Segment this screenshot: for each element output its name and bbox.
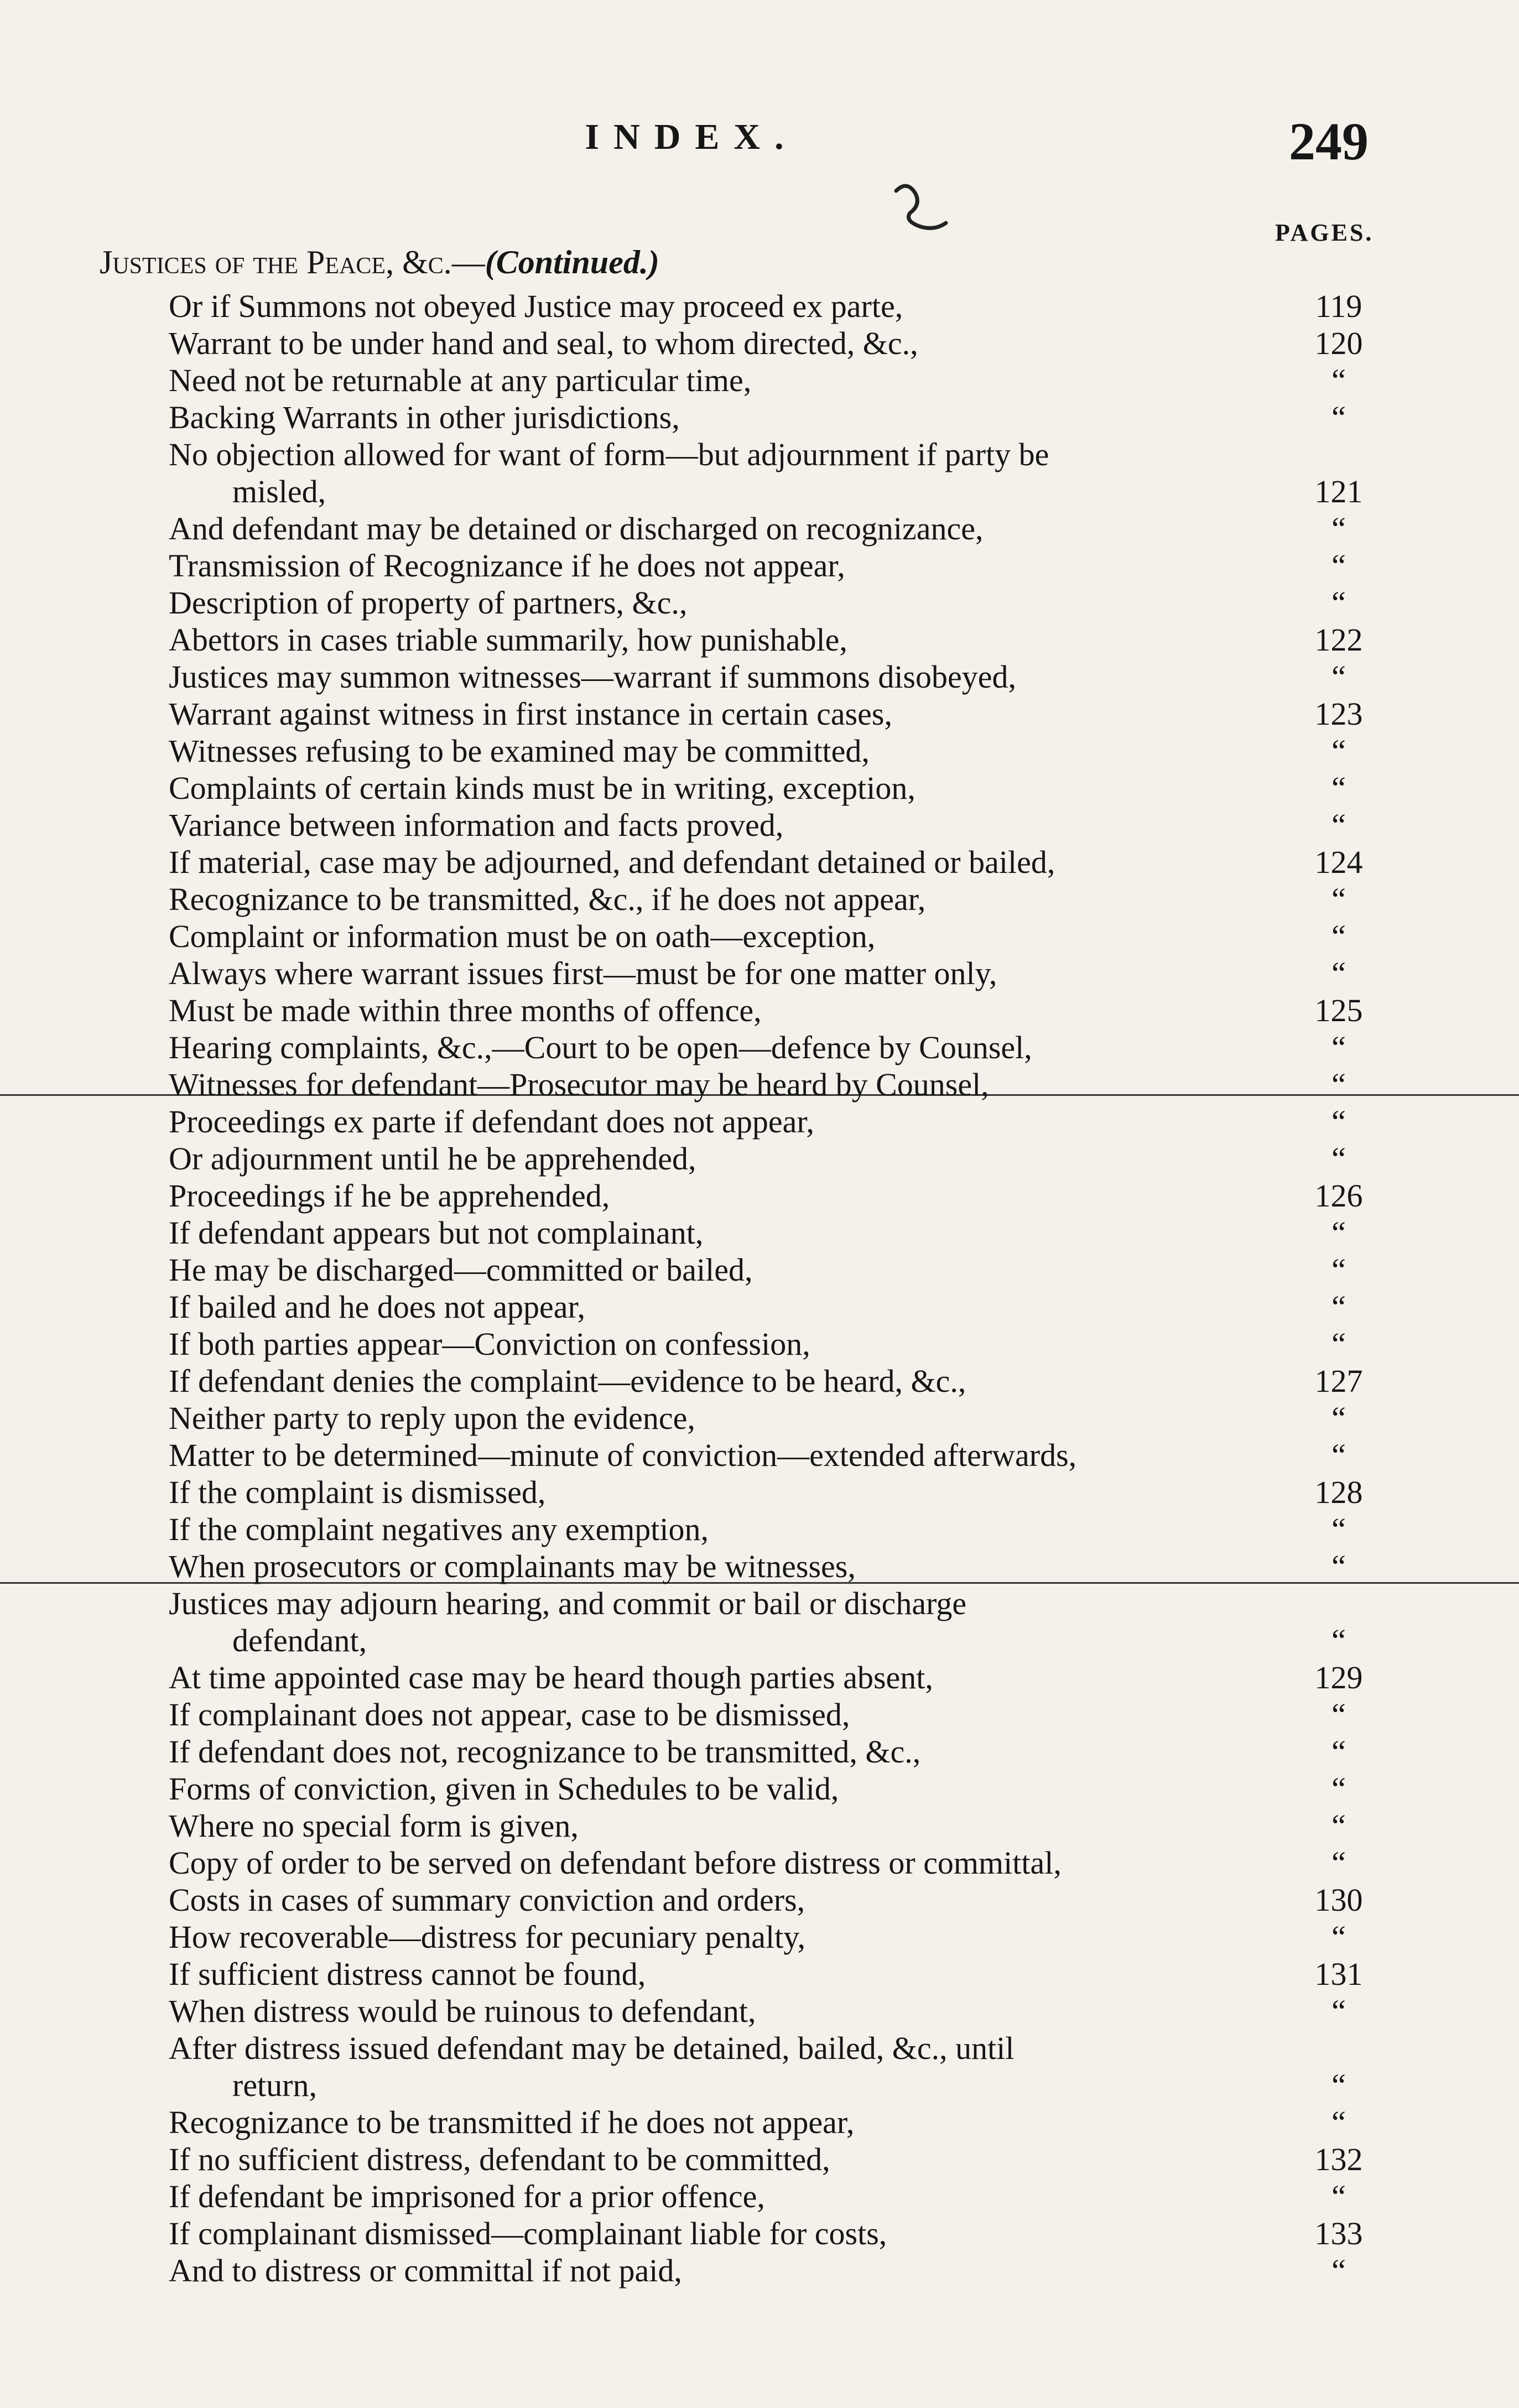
index-entry <box>0 2215 1519 2252</box>
index-entry-page: “ <box>1331 770 1346 806</box>
index-entry-text <box>169 1659 1292 1696</box>
index-entry-page: “ <box>1331 511 1346 547</box>
index-entry <box>0 1029 1519 1066</box>
index-entry-text <box>169 1993 1292 2030</box>
index-entry-label: Forms of conviction, given in Schedules to be valid, <box>169 1771 839 1807</box>
index-entry-label: Abettors in cases triable summarily, how punishable, <box>169 622 847 658</box>
index-entry <box>0 1325 1519 1362</box>
index-entry-text <box>169 1955 1292 1993</box>
section-heading-title: Justices of the Peace, &c.— <box>100 244 485 280</box>
index-entry-page: “ <box>1331 399 1346 435</box>
index-entry-page: “ <box>1331 1252 1346 1288</box>
index-entry-page: “ <box>1331 1289 1346 1325</box>
index-entry-text <box>169 2178 1292 2215</box>
index-entry-label: Costs in cases of summary conviction and orders, <box>169 1882 805 1918</box>
index-entry <box>0 732 1519 769</box>
index-entry-text <box>169 1696 1292 1733</box>
index-entry-page: “ <box>1331 1771 1346 1807</box>
index-entry-page: 129 <box>1314 1660 1363 1696</box>
index-entry-page: “ <box>1331 2104 1346 2140</box>
index-entry-page: 124 <box>1314 844 1363 880</box>
index-entry-text <box>169 1585 1292 1659</box>
index-entry-text <box>169 769 1292 807</box>
index-entry-page: “ <box>1331 1326 1346 1362</box>
index-entry <box>0 1881 1519 1918</box>
index-entry-label: Witnesses refusing to be examined may be committed, <box>169 733 870 769</box>
index-entry <box>0 1585 1519 1659</box>
index-entry-label: Or if Summons not obeyed Justice may proceed ex parte, <box>169 288 903 324</box>
index-entry-label: If no sufficient distress, defendant to be committed, <box>169 2141 830 2177</box>
index-entry-text <box>169 1140 1292 1177</box>
index-entry-text <box>169 1807 1292 1844</box>
index-entry-text <box>169 881 1292 918</box>
index-entry-text <box>169 658 1292 695</box>
index-entry-text <box>169 1733 1292 1770</box>
index-entry <box>0 2030 1519 2104</box>
index-entry-page: 120 <box>1314 325 1363 361</box>
index-entry-label: Description of property of partners, &c., <box>169 585 688 621</box>
index-entry-text <box>169 1437 1292 1474</box>
index-entry <box>0 1770 1519 1807</box>
index-entry-text <box>169 584 1292 621</box>
index-entry <box>0 658 1519 695</box>
index-entry <box>0 1103 1519 1140</box>
index-entry-page: “ <box>1331 362 1346 398</box>
index-entry-page: “ <box>1331 2178 1346 2214</box>
index-entry <box>0 325 1519 362</box>
index-entry-label: After distress issued defendant may be detained, bailed, &c., until <box>169 2030 1015 2066</box>
index-entry <box>0 1993 1519 2030</box>
index-entry-text <box>169 2215 1292 2252</box>
index-entry <box>0 1548 1519 1585</box>
index-entry-text <box>169 1400 1292 1437</box>
section-heading <box>100 243 659 282</box>
index-entry <box>0 1140 1519 1177</box>
index-entry-label: Proceedings ex parte if defendant does not appear, <box>169 1104 814 1140</box>
pages-column-label: PAGES. <box>1275 219 1374 246</box>
index-entry <box>0 1918 1519 1955</box>
index-entry-page: 126 <box>1314 1178 1363 1214</box>
index-entry <box>0 695 1519 732</box>
index-entry-text <box>169 918 1292 955</box>
index-entry <box>0 547 1519 584</box>
index-entry-label: No objection allowed for want of form—but adjournment if party be <box>169 436 1049 472</box>
index-entry-text <box>169 436 1292 510</box>
index-entry-page: 130 <box>1314 1882 1363 1918</box>
index-entry-page: 128 <box>1314 1474 1363 1510</box>
index-entry-label: Justices may adjourn hearing, and commit or bail or discharge <box>169 1585 967 1621</box>
index-entry-page: “ <box>1331 1141 1346 1177</box>
index-entry-label: Variance between information and facts proved, <box>169 807 784 843</box>
index-entry-label: And to distress or committal if not paid, <box>169 2253 682 2289</box>
index-entry-page: 127 <box>1314 1363 1363 1399</box>
index-entry-page: “ <box>1331 1104 1346 1140</box>
index-entry-label: Justices may summon witnesses—warrant if summons disobeyed, <box>169 659 1016 695</box>
index-entry-text <box>169 1511 1292 1548</box>
index-entry-page: 125 <box>1314 992 1363 1028</box>
index-entry-page: “ <box>1331 1029 1346 1065</box>
index-entry <box>0 807 1519 844</box>
index-entry-page: 121 <box>1314 474 1363 509</box>
index-entry-page: “ <box>1331 1215 1346 1251</box>
index-entry-page: “ <box>1331 1734 1346 1770</box>
index-entry <box>0 1696 1519 1733</box>
index-entry-label: Hearing complaints, &c.,—Court to be open—defence by Counsel, <box>169 1029 1032 1065</box>
index-entry-text <box>169 288 1292 325</box>
index-entry-page: “ <box>1331 2067 1346 2103</box>
index-entry-text <box>169 1066 1292 1103</box>
index-entry-label: Proceedings if he be apprehended, <box>169 1178 610 1214</box>
index-entry-label: If defendant does not, recognizance to be transmitted, &c., <box>169 1734 921 1770</box>
index-entry-page: “ <box>1331 1511 1346 1547</box>
index-entry-page: “ <box>1331 1919 1346 1955</box>
index-entry-page: “ <box>1331 585 1346 621</box>
index-entry-text <box>169 399 1292 436</box>
index-entry-page: “ <box>1331 1437 1346 1473</box>
index-entry-page: 133 <box>1314 2215 1363 2251</box>
index-entry-text <box>169 547 1292 584</box>
index-entry-page: 123 <box>1314 696 1363 732</box>
index-entry-label: If defendant denies the complaint—evidence to be heard, &c., <box>169 1363 966 1399</box>
index-entry-label: If sufficient distress cannot be found, <box>169 1956 646 1992</box>
index-entry <box>0 1474 1519 1511</box>
index-entry-label: Where no special form is given, <box>169 1808 579 1844</box>
index-entry-page: “ <box>1331 2253 1346 2289</box>
index-entry-label: Copy of order to be served on defendant before distress or committal, <box>169 1845 1062 1881</box>
index-entry-page: “ <box>1331 1548 1346 1584</box>
index-entry-text <box>169 955 1292 992</box>
index-entry-label: If both parties appear—Conviction on confession, <box>169 1326 810 1362</box>
index-entry <box>0 2178 1519 2215</box>
index-entry-page: “ <box>1331 918 1346 954</box>
index-entry-text <box>169 325 1292 362</box>
index-entry <box>0 1288 1519 1325</box>
index-entry-label: Complaint or information must be on oath—exception, <box>169 918 876 954</box>
index-entry-text <box>169 2030 1292 2104</box>
index-entry-label: Transmission of Recognizance if he does not appear, <box>169 548 845 584</box>
index-entry <box>0 584 1519 621</box>
index-entry <box>0 844 1519 881</box>
index-entry-text <box>169 621 1292 658</box>
index-entry-page: “ <box>1331 1993 1346 2029</box>
index-entry <box>0 1955 1519 1993</box>
index-entry-text <box>169 2104 1292 2141</box>
index-entry <box>0 881 1519 918</box>
index-entry <box>0 1177 1519 1214</box>
page-number: 249 <box>1289 112 1369 171</box>
index-entry-text <box>169 1918 1292 1955</box>
index-entries-list <box>0 288 1519 2289</box>
index-entry-label: If complainant dismissed—complainant liable for costs, <box>169 2215 887 2251</box>
index-entry-page: 131 <box>1314 1956 1363 1992</box>
index-entry-page: 119 <box>1315 288 1362 324</box>
index-entry-label: He may be discharged—committed or bailed, <box>169 1252 753 1288</box>
index-entry-text <box>169 1548 1292 1585</box>
index-entry <box>0 1362 1519 1400</box>
index-entry <box>0 1251 1519 1288</box>
index-entry <box>0 918 1519 955</box>
index-entry <box>0 1511 1519 1548</box>
index-entry <box>0 1807 1519 1844</box>
page-header-title: INDEX. <box>585 117 798 157</box>
index-entry-page: “ <box>1331 733 1346 769</box>
index-entry <box>0 1437 1519 1474</box>
index-entry-text <box>169 1362 1292 1400</box>
index-entry-page: “ <box>1331 548 1346 584</box>
index-entry-text <box>169 1103 1292 1140</box>
index-entry-text <box>169 1029 1292 1066</box>
index-entry-text <box>169 1214 1292 1251</box>
index-entry-label: When prosecutors or complainants may be witnesses, <box>169 1548 856 1584</box>
index-entry-label: If the complaint is dismissed, <box>169 1474 546 1510</box>
index-entry-page: “ <box>1331 1845 1346 1881</box>
index-entry-text <box>169 1251 1292 1288</box>
index-entry-page: “ <box>1331 807 1346 843</box>
index-entry-text <box>169 992 1292 1029</box>
handwritten-mark-icon <box>891 180 951 246</box>
index-entry <box>0 2252 1519 2289</box>
index-entry-text <box>169 362 1292 399</box>
index-entry-page: “ <box>1331 659 1346 695</box>
index-entry-label: If material, case may be adjourned, and defendant detained or bailed, <box>169 844 1055 880</box>
index-entry <box>0 1659 1519 1696</box>
index-entry-label: Neither party to reply upon the evidence, <box>169 1400 695 1436</box>
index-entry <box>0 1733 1519 1770</box>
index-entry-label: Backing Warrants in other jurisdictions, <box>169 399 680 435</box>
index-entry <box>0 510 1519 547</box>
index-entry-page: 132 <box>1314 2141 1363 2177</box>
index-entry-text <box>169 807 1292 844</box>
index-entry-text <box>169 1177 1292 1214</box>
index-entry-label: Matter to be determined—minute of conviction—extended afterwards, <box>169 1437 1077 1473</box>
index-entry-page: 122 <box>1314 622 1363 658</box>
index-entry-text <box>169 2141 1292 2178</box>
section-heading-continued: (Continued.) <box>485 244 659 280</box>
index-entry-text <box>169 2252 1292 2289</box>
index-entry-label: If bailed and he does not appear, <box>169 1289 585 1325</box>
index-entry-label: At time appointed case may be heard though parties absent, <box>169 1660 933 1696</box>
index-entry <box>0 1214 1519 1251</box>
index-entry-text <box>169 1288 1292 1325</box>
index-entry-label: Must be made within three months of offence, <box>169 992 762 1028</box>
index-entry-text <box>169 1844 1292 1881</box>
index-entry-label: And defendant may be detained or discharged on recognizance, <box>169 511 984 547</box>
index-entry <box>0 2141 1519 2178</box>
index-entry-label: How recoverable—distress for pecuniary penalty, <box>169 1919 805 1955</box>
index-entry <box>0 992 1519 1029</box>
index-entry-label: Always where warrant issues first—must be for one matter only, <box>169 955 997 991</box>
index-entry-text <box>169 732 1292 769</box>
index-entry <box>0 1400 1519 1437</box>
index-entry-page: “ <box>1331 1697 1346 1733</box>
index-entry-label: Warrant to be under hand and seal, to whom directed, &c., <box>169 325 918 361</box>
index-entry-text <box>169 510 1292 547</box>
index-entry-page: “ <box>1331 881 1346 917</box>
index-entry <box>0 621 1519 658</box>
index-entry-page: “ <box>1331 1622 1346 1658</box>
index-entry <box>0 362 1519 399</box>
index-entry-continuation: return, <box>232 2067 317 2103</box>
index-entry-label: When distress would be ruinous to defendant, <box>169 1993 756 2029</box>
index-entry <box>0 1844 1519 1881</box>
index-entry <box>0 436 1519 510</box>
index-entry-text <box>169 1474 1292 1511</box>
index-entry-label: If defendant appears but not complainant, <box>169 1215 704 1251</box>
index-entry <box>0 769 1519 807</box>
index-entry-page: “ <box>1331 1067 1346 1102</box>
index-entry-page: “ <box>1331 955 1346 991</box>
index-entry-label: If complainant does not appear, case to be dismissed, <box>169 1697 850 1733</box>
index-entry-text <box>169 1881 1292 1918</box>
index-entry-continuation: defendant, <box>232 1622 367 1658</box>
index-entry <box>0 399 1519 436</box>
index-entry-label: Recognizance to be transmitted, &c., if he does not appear, <box>169 881 926 917</box>
index-entry-label: If defendant be imprisoned for a prior offence, <box>169 2178 765 2214</box>
index-entry <box>0 1066 1519 1103</box>
index-entry-label: Warrant against witness in first instance in certain cases, <box>169 696 892 732</box>
index-entry <box>0 288 1519 325</box>
index-entry-label: Need not be returnable at any particular time, <box>169 362 752 398</box>
index-entry-label: Witnesses for defendant—Prosecutor may be heard by Counsel, <box>169 1067 989 1102</box>
index-entry-label: Or adjournment until he be apprehended, <box>169 1141 696 1177</box>
index-entry-text <box>169 844 1292 881</box>
index-entry-continuation: misled, <box>232 474 326 509</box>
index-entry-text <box>169 1770 1292 1807</box>
index-entry <box>0 2104 1519 2141</box>
index-entry <box>0 955 1519 992</box>
index-entry-page: “ <box>1331 1400 1346 1436</box>
index-entry-page: “ <box>1331 1808 1346 1844</box>
index-entry-text <box>169 695 1292 732</box>
index-entry-label: If the complaint negatives any exemption, <box>169 1511 709 1547</box>
index-entry-text <box>169 1325 1292 1362</box>
index-entry-label: Complaints of certain kinds must be in writing, exception, <box>169 770 915 806</box>
index-entry-label: Recognizance to be transmitted if he does not appear, <box>169 2104 855 2140</box>
